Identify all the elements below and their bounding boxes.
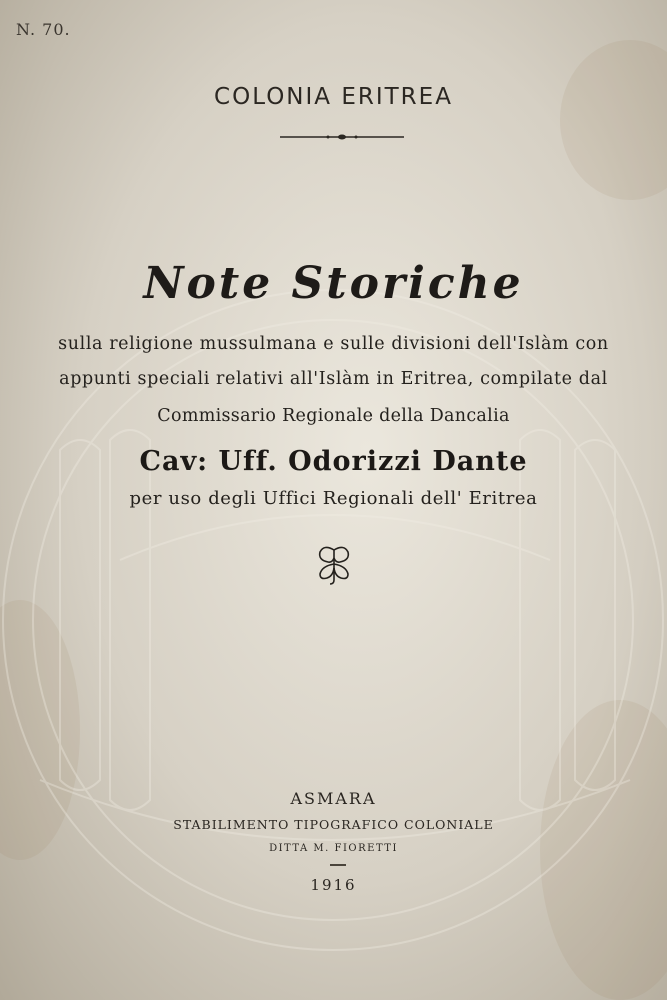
imprint-printer: STABILIMENTO TIPOGRAFICO COLONIALE [173, 817, 494, 832]
fleuron-ornament-icon [314, 542, 354, 586]
colony-heading: COLONIA ERITREA [214, 84, 453, 110]
imprint-city: ASMARA [290, 789, 377, 808]
subtitle-line-2: appunti speciali relativi all'Islàm in Eritrea, compilate dal [59, 369, 608, 389]
subtitle-line-3: Commissario Regionale della Dancalia [157, 406, 510, 426]
imprint-divider [330, 864, 346, 866]
document-title: Note Storiche [143, 258, 524, 309]
subtitle-line-1: sulla religione mussulmana e sulle divisioni dell'Islàm con [58, 334, 609, 354]
author-name: Cav: Uff. Odorizzi Dante [139, 446, 528, 477]
imprint-firm: DITTA M. FIORETTI [269, 843, 398, 854]
sheet-number: N. 70. [16, 20, 71, 39]
decorative-rule [280, 131, 404, 143]
publication-year: 1916 [310, 876, 357, 894]
usage-note: per uso degli Uffici Regionali dell' Eritrea [129, 488, 538, 509]
